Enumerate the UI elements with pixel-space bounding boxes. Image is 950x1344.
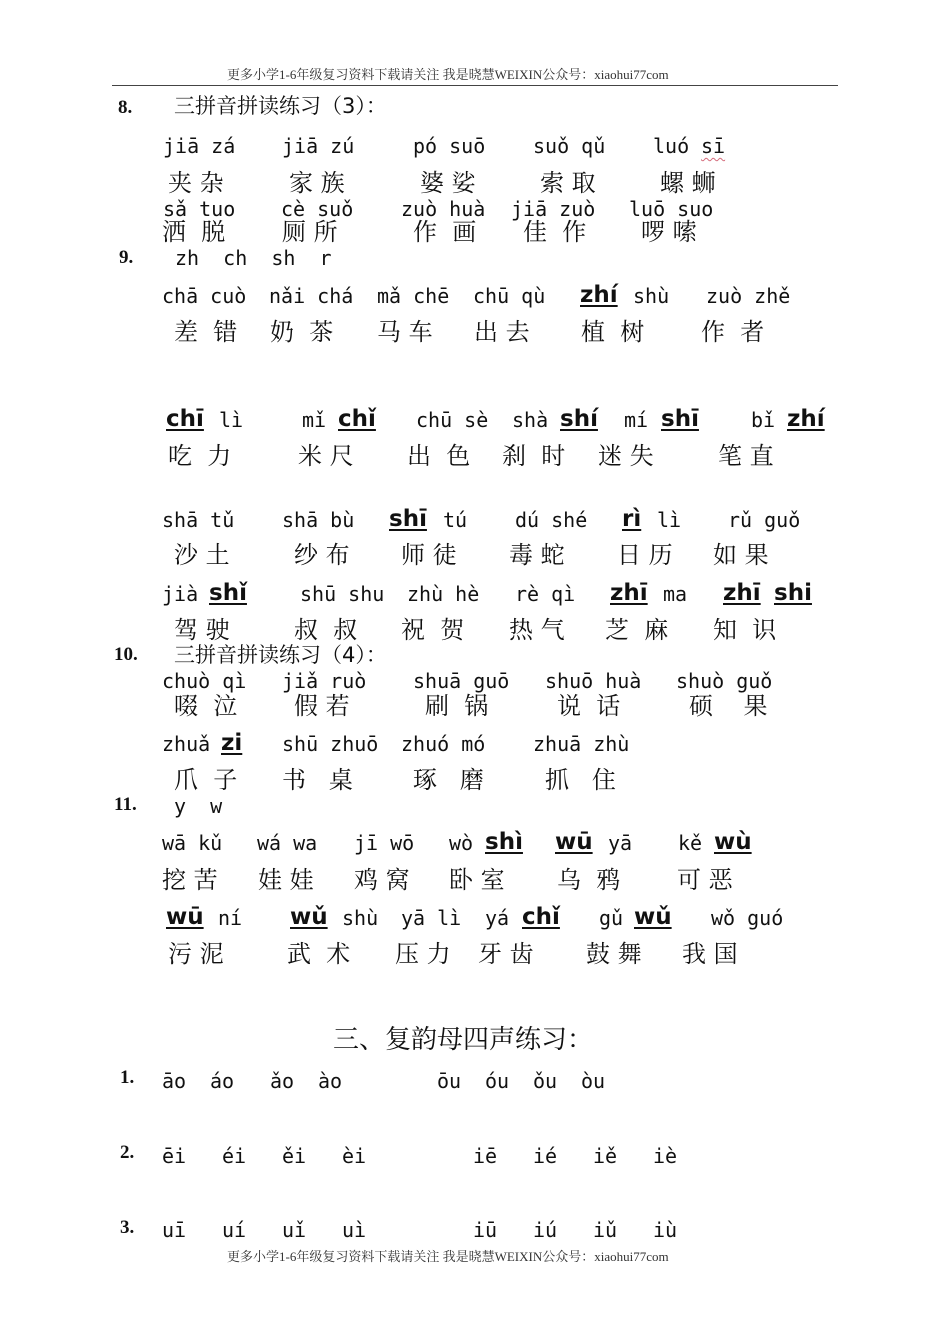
- pinyin-word: jiā zá: [163, 134, 236, 158]
- pinyin-emphasis: chǐ: [338, 406, 376, 432]
- pinyin-word: shū zhuō: [282, 732, 379, 756]
- final-tone: éi: [222, 1144, 247, 1168]
- hanzi-word: 说 话: [557, 692, 621, 720]
- pinyin-word: shuō huà: [545, 669, 642, 693]
- pinyin-emphasis: rì: [622, 506, 642, 532]
- hanzi-word: 我 国: [682, 940, 738, 968]
- pinyin-emphasis: wū: [166, 904, 204, 930]
- hanzi-word: 芝 麻: [605, 616, 669, 644]
- row-3-number: 3.: [120, 1217, 135, 1238]
- hanzi-word: 爪 子: [174, 766, 238, 794]
- hanzi-word: 索 取: [540, 169, 596, 197]
- final-tone: iě: [593, 1144, 618, 1168]
- hanzi-word: 鸡 窝: [354, 866, 410, 894]
- exercise-10-title: 三拼音拼读练习（4）：: [174, 643, 387, 667]
- pinyin-word: jiā zú: [282, 134, 355, 158]
- pinyin-word: wǒ guó: [711, 906, 784, 930]
- section-3-title: 三、复韵母四声练习：: [333, 1025, 594, 1055]
- final-tone: ié: [533, 1144, 558, 1168]
- hanzi-word: 硕 果: [689, 692, 768, 720]
- pinyin-emphasis: zhí: [787, 406, 825, 432]
- pinyin-emphasis: zhí: [580, 282, 618, 308]
- pinyin-word: ma: [663, 582, 688, 606]
- pinyin-word: shù: [342, 906, 379, 930]
- page-header: 更多小学1-6年级复习资料下载请关注 我是晓慧WEIXIN公众号：xiaohui77com: [227, 67, 669, 82]
- hanzi-word: 啜 泣: [174, 692, 238, 720]
- pinyin-emphasis: zhī: [610, 580, 648, 606]
- pinyin-emphasis: zhī: [723, 580, 761, 606]
- exercise-9-initials: zh ch sh r: [175, 246, 332, 270]
- hanzi-word: 卧 室: [449, 866, 505, 894]
- pinyin-word: zhuā zhù: [533, 732, 630, 756]
- pinyin-word: nǎi chá: [269, 284, 354, 308]
- pinyin-word: mí: [624, 408, 649, 432]
- final-tone: iǔ: [593, 1218, 618, 1242]
- hanzi-word: 出 去: [474, 318, 530, 346]
- pinyin-word: yá: [485, 906, 510, 930]
- exercise-8-number: 8.: [118, 97, 133, 118]
- pinyin-emphasis: shí: [560, 406, 598, 432]
- hanzi-word: 可 恶: [677, 866, 733, 894]
- hanzi-word: 书 桌: [282, 766, 353, 794]
- hanzi-word: 知 识: [713, 616, 777, 644]
- pinyin-word: wò: [449, 831, 474, 855]
- hanzi-word: 如 果: [713, 541, 769, 569]
- pinyin-word: chā cuò: [162, 284, 247, 308]
- hanzi-word: 叔 叔: [294, 616, 358, 644]
- row-1-number: 1.: [120, 1067, 135, 1088]
- row-2-number: 2.: [120, 1142, 135, 1163]
- hanzi-word: 娃 娃: [258, 866, 314, 894]
- pinyin-word: lì: [219, 408, 244, 432]
- pinyin-word: luō suo: [629, 197, 714, 221]
- pinyin-word: shū shu: [300, 582, 385, 606]
- pinyin-word: shuā guō: [413, 669, 510, 693]
- pinyin-word: bǐ: [751, 408, 776, 432]
- hanzi-word: 刹 时: [502, 442, 566, 470]
- hanzi-word: 出 色: [407, 442, 471, 470]
- pinyin-emphasis: shī: [661, 406, 699, 432]
- exercise-9-number: 9.: [119, 247, 134, 268]
- hanzi-word: 奶 茶: [270, 318, 334, 346]
- hanzi-word: 厕 所: [282, 218, 338, 246]
- pinyin-word: jiǎ ruò: [282, 669, 367, 693]
- pinyin-word: tú: [443, 508, 468, 532]
- hanzi-word: 鼓 舞: [586, 940, 642, 968]
- hanzi-word: 佳 作: [523, 218, 587, 246]
- header-divider: [112, 85, 838, 86]
- pinyin-word: shā bù: [282, 508, 355, 532]
- pinyin-word: rǔ guǒ: [728, 508, 801, 532]
- page-footer: 更多小学1-6年级复习资料下载请关注 我是晓慧WEIXIN公众号：xiaohui77com: [227, 1249, 669, 1264]
- pinyin-word: mǎ chē: [377, 284, 450, 308]
- hanzi-word: 螺 蛳: [660, 169, 716, 197]
- final-tone: òu: [581, 1069, 606, 1093]
- final-tone: iē: [473, 1144, 498, 1168]
- final-tone: iù: [653, 1218, 678, 1242]
- pinyin-emphasis: shi: [774, 580, 812, 606]
- hanzi-word: 驾 驶: [174, 616, 230, 644]
- pinyin-word: jiā zuò: [511, 197, 596, 221]
- pinyin-word: shà: [512, 408, 549, 432]
- pinyin-word: zhuó mó: [401, 732, 486, 756]
- pinyin-word: chuò qì: [162, 669, 247, 693]
- hanzi-word: 迷 失: [598, 442, 654, 470]
- pinyin-emphasis: wù: [714, 829, 752, 855]
- exercise-8-title: 三拼音拼读练习（3）：: [174, 94, 387, 118]
- final-tone: iè: [653, 1144, 678, 1168]
- hanzi-word: 乌 鸦: [557, 866, 621, 894]
- hanzi-word: 啰 嗦: [641, 218, 697, 246]
- exercise-11-number: 11.: [114, 794, 137, 815]
- hanzi-word: 污 泥: [168, 940, 224, 968]
- hanzi-word: 沙 土: [174, 541, 230, 569]
- hanzi-word: 纱 布: [294, 541, 350, 569]
- final-tone: ào: [318, 1069, 343, 1093]
- hanzi-word: 洒 脱: [162, 218, 226, 246]
- pinyin-word: shā tǔ: [162, 508, 235, 532]
- hanzi-word: 差 错: [174, 318, 238, 346]
- final-tone: óu: [485, 1069, 510, 1093]
- pinyin-word: jià: [162, 582, 199, 606]
- pinyin-word: wā kǔ: [162, 831, 223, 855]
- pinyin-emphasis: chǐ: [522, 904, 560, 930]
- final-tone: iú: [533, 1218, 558, 1242]
- hanzi-word: 马 车: [377, 318, 433, 346]
- final-tone: ěi: [282, 1144, 307, 1168]
- final-tone: ǒu: [533, 1069, 558, 1093]
- hanzi-word: 热 气: [509, 616, 565, 644]
- pinyin-word: shù: [633, 284, 670, 308]
- pinyin-emphasis: shī: [389, 506, 427, 532]
- pinyin-word: sǎ tuo: [163, 197, 236, 221]
- hanzi-word: 牙 齿: [478, 940, 534, 968]
- hanzi-word: 吃 力: [168, 442, 232, 470]
- hanzi-word: 日 历: [617, 541, 673, 569]
- pinyin-word-flagged: sī: [701, 134, 726, 158]
- hanzi-word: 琢 磨: [413, 766, 484, 794]
- final-tone: ōu: [437, 1069, 462, 1093]
- hanzi-word: 作 画: [413, 218, 477, 246]
- final-tone: uí: [222, 1218, 247, 1242]
- final-tone: uì: [342, 1218, 367, 1242]
- pinyin-emphasis: chī: [166, 406, 204, 432]
- hanzi-word: 毒 蛇: [509, 541, 565, 569]
- pinyin-word: zuò zhě: [706, 284, 791, 308]
- hanzi-word: 夹 杂: [168, 169, 224, 197]
- pinyin-word: zuò huà: [401, 197, 486, 221]
- pinyin-emphasis: zi: [221, 730, 243, 756]
- hanzi-word: 假 若: [294, 692, 350, 720]
- pinyin-word: jī wō: [354, 831, 415, 855]
- final-tone: áo: [210, 1069, 235, 1093]
- pinyin-emphasis: wǔ: [634, 904, 672, 930]
- final-tone: ǎo: [270, 1069, 295, 1093]
- pinyin-word: wá wa: [257, 831, 318, 855]
- pinyin-word: yā: [608, 831, 633, 855]
- pinyin-word: shuò guǒ: [676, 669, 773, 693]
- hanzi-word: 抓 住: [545, 766, 616, 794]
- pinyin-word: ní: [218, 906, 243, 930]
- final-tone: uǐ: [282, 1218, 307, 1242]
- pinyin-word: yā lì: [401, 906, 462, 930]
- pinyin-emphasis: wǔ: [290, 904, 328, 930]
- hanzi-word: 家 族: [289, 169, 345, 197]
- pinyin-word: mǐ: [302, 408, 327, 432]
- hanzi-word: 笔 直: [718, 442, 774, 470]
- pinyin-emphasis: wū: [555, 829, 593, 855]
- hanzi-word: 米 尺: [298, 442, 354, 470]
- final-tone: ēi: [162, 1144, 187, 1168]
- pinyin-word: cè suǒ: [281, 197, 354, 221]
- pinyin-word: dú shé: [515, 508, 588, 532]
- pinyin-word: pó suō: [413, 134, 486, 158]
- hanzi-word: 武 术: [287, 940, 351, 968]
- hanzi-word: 压 力: [395, 940, 451, 968]
- pinyin-word: zhuǎ: [162, 732, 211, 756]
- pinyin-word: chū qù: [473, 284, 546, 308]
- hanzi-word: 师 徒: [401, 541, 457, 569]
- final-tone: āo: [162, 1069, 187, 1093]
- final-tone: iū: [473, 1218, 498, 1242]
- pinyin-emphasis: shǐ: [209, 580, 247, 606]
- exercise-11-initials: y w: [174, 794, 223, 818]
- pinyin-word: kě: [678, 831, 703, 855]
- pinyin-word: suǒ qǔ: [533, 134, 606, 158]
- exercise-10-number: 10.: [114, 644, 138, 665]
- hanzi-word: 植 树: [581, 318, 645, 346]
- hanzi-word: 挖 苦: [162, 866, 218, 894]
- pinyin-word: gǔ: [599, 906, 624, 930]
- pinyin-word: chū sè: [416, 408, 489, 432]
- pinyin-word: luó: [653, 134, 702, 158]
- hanzi-word: 刷 锅: [425, 692, 489, 720]
- hanzi-word: 祝 贺: [401, 616, 465, 644]
- pinyin-emphasis: shì: [485, 829, 523, 855]
- pinyin-word: rè qì: [515, 582, 576, 606]
- pinyin-word: zhù hè: [407, 582, 480, 606]
- hanzi-word: 婆 娑: [420, 169, 476, 197]
- pinyin-word: lì: [657, 508, 682, 532]
- final-tone: uī: [162, 1218, 187, 1242]
- final-tone: èi: [342, 1144, 367, 1168]
- hanzi-word: 作 者: [701, 318, 765, 346]
